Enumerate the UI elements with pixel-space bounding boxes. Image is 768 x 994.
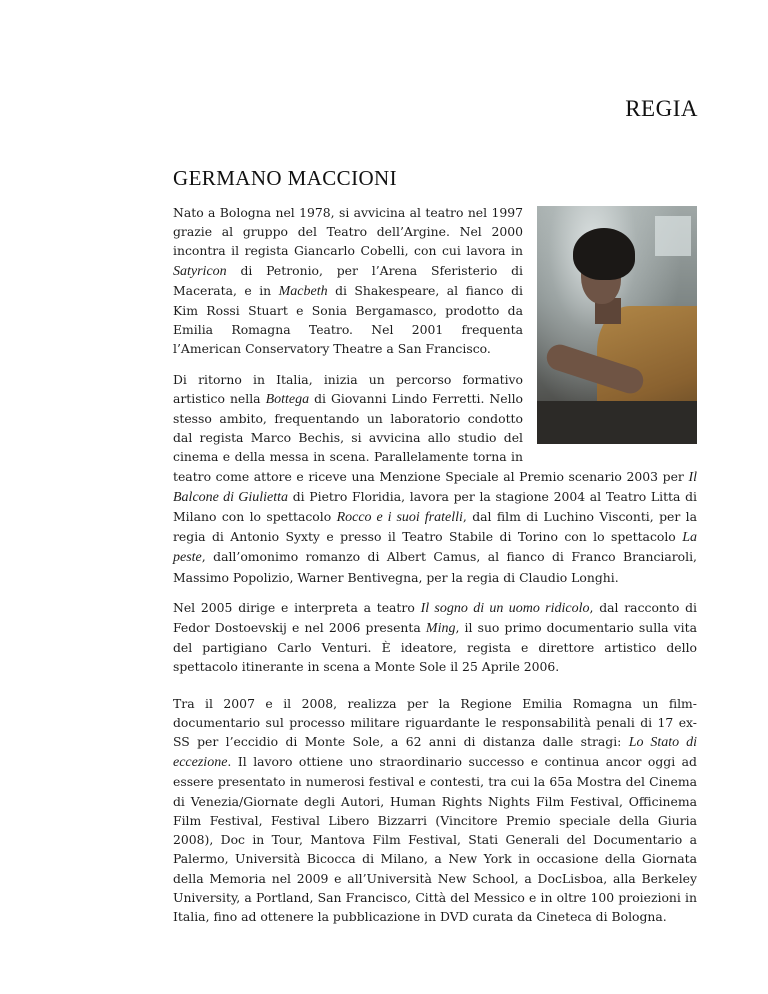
text-run: , dal racconto di Fedor Dostoevskij e nel 2006 presenta	[173, 599, 697, 636]
text-run: di Giovanni Lindo Ferretti. Nello stesso ambito, frequentando un laboratorio condotto dal regista Marco Bechis, si avvicina allo studio del cinema e della messa in scena. Parallelamente torna in teatro come attore e riceve una Menzione Speciale al Premio scenario 2003 per	[173, 390, 689, 484]
text-run: Nel 2005 dirige e interpreta a teatro	[173, 599, 421, 615]
italic-title: Bottega	[265, 391, 310, 407]
italic-title: Il Balcone di Giulietta	[173, 469, 697, 505]
italic-title: Il sogno di un uomo ridicolo	[420, 600, 590, 616]
paragraph	[173, 694, 697, 926]
text-run: . Il lavoro ottiene uno straordinario successo e continua ancor oggi ad essere presentato in numerosi festival e contesti, tra cui la 65a Mostra del Cinema di Venezia/Giornate degli Autori, Human Rights Nights Film Festival, Officinema Film Festival, Festival Libero Bizzarri (Vincitore Premio speciale della Giuria 2008), Doc in Tour, Mantova Film Festival, Stati Generali del Documentario a Palermo, Università Bicocca di Milano, a New York in occasione della Giornata della Memoria nel 2009 e all’Università New School, a DocLisboa, alla Berkeley University, a Portland, San Francisco, Città del Messico e in oltre 100 proiezioni in Italia, fino ad ottenere la pubblicazione in DVD curata da Cineteca di Bologna.	[173, 754, 697, 924]
italic-title: Rocco e i suoi fratelli	[336, 510, 463, 526]
biography-text	[173, 203, 697, 926]
italic-title: Ming	[425, 621, 456, 637]
section-title: REGIA	[625, 96, 698, 121]
italic-title: Satyricon	[173, 263, 227, 279]
text-run: di Pietro Floridia, lavora per la stagione 2004 al Teatro Litta di Milano con lo spettacolo	[173, 488, 698, 525]
text-run: , il suo primo documentario sulla vita del partigiano Carlo Venturi. È ideatore, regista e direttore artistico dello spettacolo itinerante in scena a Monte Sole il 25 Aprile 2006.	[173, 620, 697, 675]
italic-title: Lo Stato di eccezione	[173, 735, 697, 771]
text-run: Nato a Bologna nel 1978, si avvicina al teatro nel 1997 grazie al gruppo del Teatro dell’Argine. Nel 2000 incontra il regista Giancarlo Cobelli, con cui lavora in	[173, 205, 523, 259]
italic-title: Macbeth	[278, 283, 328, 299]
text-run: di Shakespeare, al fianco di Kim Rossi Stuart e Sonia Bergamasco, prodotto da Emilia Romagna Teatro. Nel 2001 frequenta l’American Conservatory Theatre a San Francisco.	[173, 282, 523, 357]
paragraph	[173, 598, 697, 677]
person-name: GERMANO MACCIONI	[173, 166, 397, 190]
italic-title: La peste	[173, 530, 697, 566]
text-run: Di ritorno in Italia, inizia un percorso formativo artistico nella	[173, 371, 523, 406]
text-run: , dal film di Luchino Visconti, per la regia di Antonio Syxty e presso il Teatro Stabile di Torino con lo spettacolo	[173, 509, 698, 545]
text-run: Tra il 2007 e il 2008, realizza per la Regione Emilia Romagna un film-documentario sul processo militare riguardante le responsabilità penali di 17 ex-SS per l’eccidio di Monte Sole, a 62 anni di distanza dalle stragi:	[173, 695, 697, 750]
text-run: di Petronio, per l’Arena Sferisterio di Macerata, e in	[173, 262, 523, 298]
portrait-photo-icon	[537, 206, 697, 444]
text-run: , dall’omonimo romanzo di Albert Camus, al fianco di Franco Branciaroli, Massimo Popolizio, Warner Bentivegna, per la regia di Claudio Longhi.	[173, 549, 697, 585]
